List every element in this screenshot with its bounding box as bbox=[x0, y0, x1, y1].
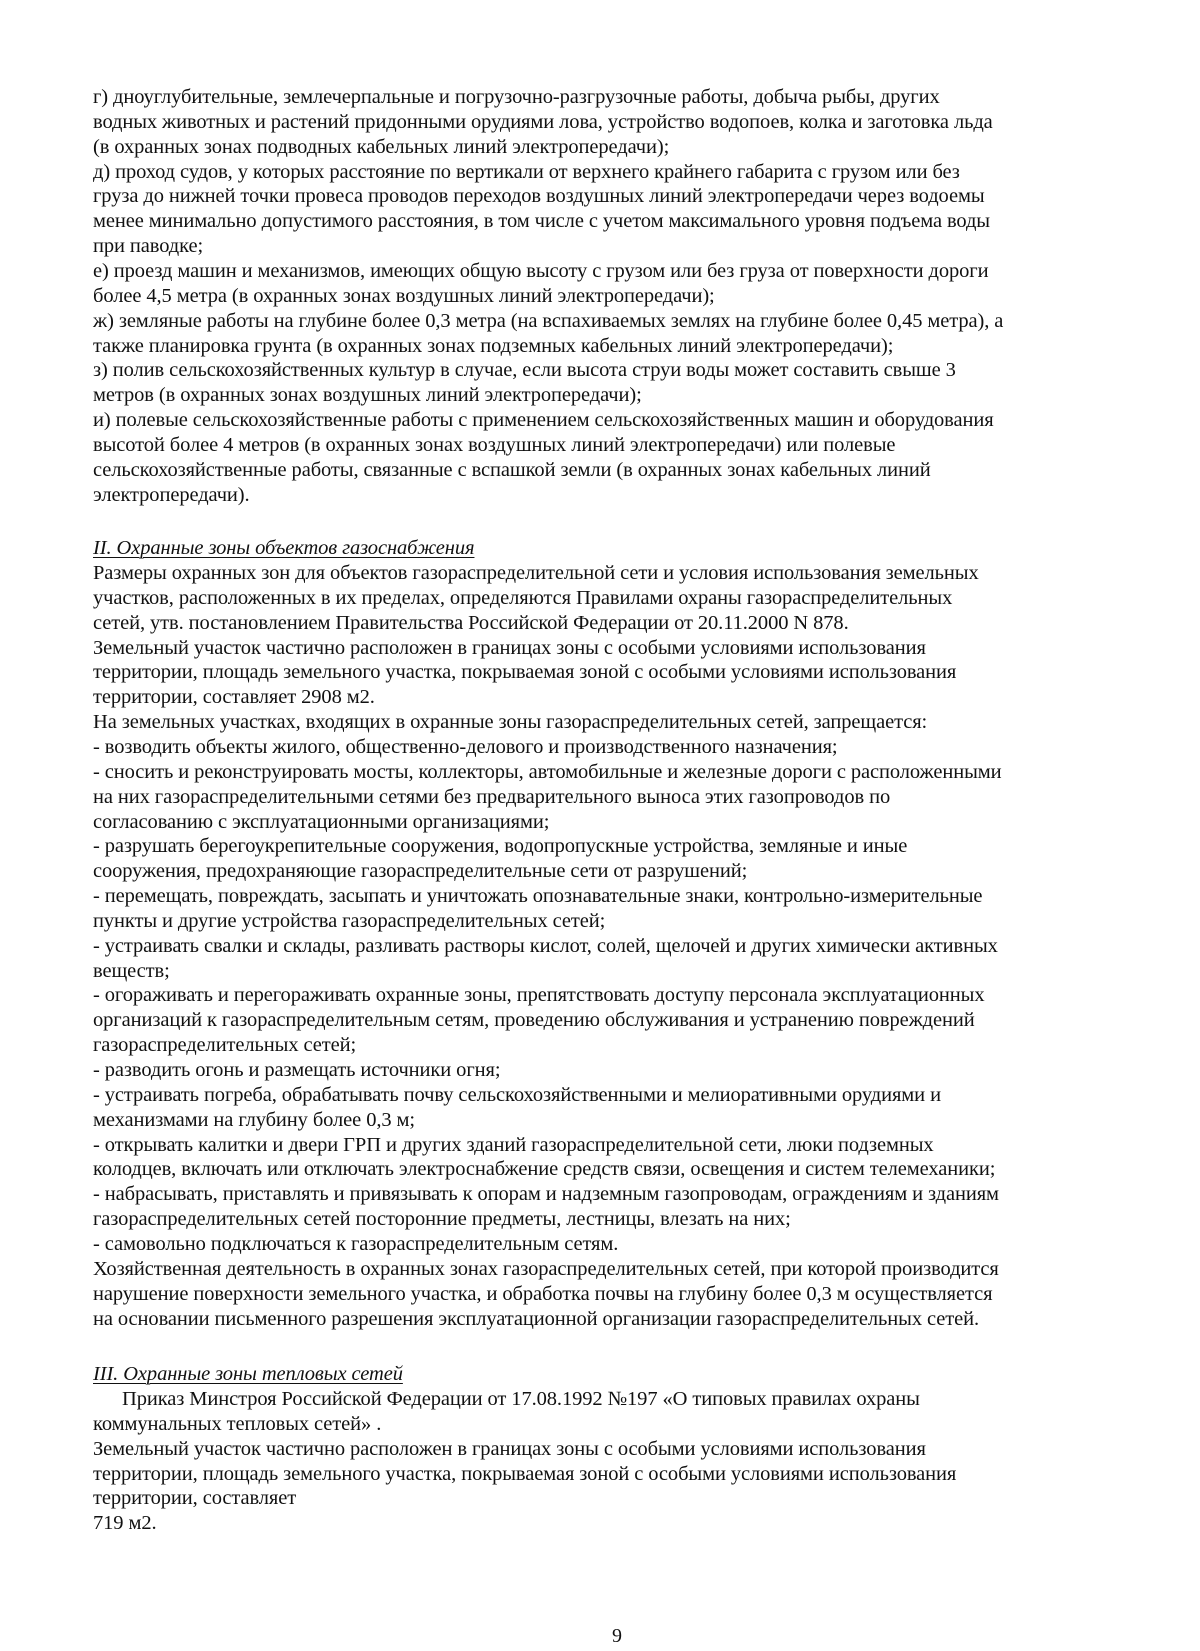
text-line: газораспределительных сетей; bbox=[93, 1034, 357, 1057]
text-line: высотой более 4 метров (в охранных зонах воздушных линий электропередачи) или полевые bbox=[93, 433, 896, 456]
text-line: при паводке; bbox=[93, 235, 204, 258]
text-line: - возводить объекты жилого, общественно-делового и производственного назначения; bbox=[93, 735, 838, 758]
text-line: груза до нижней точки провеса проводов переходов воздушных линий электропередачи через водоемы bbox=[93, 185, 985, 208]
text-line: нарушение поверхности земельного участка, и обработка почвы на глубину более 0,3 м осуществляется bbox=[93, 1282, 993, 1305]
text-line: - набрасывать, приставлять и привязывать к опорам и надземным газопроводам, ограждениям и зданиям bbox=[93, 1183, 999, 1206]
text-line: территории, составляет 2908 м2. bbox=[93, 686, 375, 709]
text-line: 719 м2. bbox=[93, 1512, 157, 1535]
text-line: На земельных участках, входящих в охранные зоны газораспределительных сетей, запрещается: bbox=[93, 711, 928, 734]
text-line: е) проезд машин и механизмов, имеющих общую высоту с грузом или без груза от поверхности дороги bbox=[93, 259, 989, 282]
text-line: пункты и другие устройства газораспределительных сетей; bbox=[93, 909, 606, 932]
text-line: - разрушать берегоукрепительные сооружения, водопропускные устройства, земляные и иные bbox=[93, 835, 908, 858]
text-line: метров (в охранных зонах воздушных линий электропередачи); bbox=[93, 384, 642, 407]
text-line: Хозяйственная деятельность в охранных зонах газораспределительных сетей, при которой производится bbox=[93, 1257, 999, 1280]
text-line: - разводить огонь и размещать источники огня; bbox=[93, 1059, 501, 1081]
text-line: и) полевые сельскохозяйственные работы с применением сельскохозяйственных машин и оборудования bbox=[93, 409, 994, 432]
text-line: з) полив сельскохозяйственных культур в случае, если высота струи воды может составить свыше 3 bbox=[93, 359, 956, 382]
text-line: газораспределительных сетей посторонние предметы, лестницы, влезать на них; bbox=[93, 1208, 791, 1231]
text-line: территории, составляет bbox=[93, 1487, 297, 1510]
section-3-heading: III. Охранные зоны тепловых сетей bbox=[93, 1363, 403, 1385]
text-line: коммунальных тепловых сетей» . bbox=[93, 1412, 382, 1435]
text-line: - огораживать и перегораживать охранные зоны, препятствовать доступу персонала эксплуатационных bbox=[93, 984, 985, 1007]
text-line: колодцев, включать или отключать электроснабжение средств связи, освещения и систем телемеханики; bbox=[93, 1158, 996, 1181]
page-number: 9 bbox=[612, 1625, 622, 1647]
text-line: Приказ Минстроя Российской Федерации от 17.08.1992 №197 «О типовых правилах охраны bbox=[122, 1388, 920, 1410]
text-line: сооружения, предохраняющие газораспределительные сети от разрушений; bbox=[93, 860, 748, 883]
text-line: ж) земляные работы на глубине более 0,3 метра (на вспахиваемых землях на глубине более 0,45 метра), а bbox=[93, 309, 1004, 332]
text-line: - устраивать погреба, обрабатывать почву сельскохозяйственными и мелиоративными орудиями и bbox=[93, 1083, 941, 1106]
text-line: - сносить и реконструировать мосты, коллекторы, автомобильные и железные дороги с расположенными bbox=[93, 760, 1002, 783]
text-line: на основании письменного разрешения эксплуатационной организации газораспределительных сетей. bbox=[93, 1307, 980, 1330]
text-line: Земельный участок частично расположен в границах зоны с особыми условиями использования bbox=[93, 636, 926, 659]
text-line: сельскохозяйственные работы, связанные с вспашкой земли (в охранных зонах кабельных линий bbox=[93, 458, 931, 481]
text-line: Земельный участок частично расположен в границах зоны с особыми условиями использования bbox=[93, 1437, 926, 1460]
text-line: г) дноуглубительные, землечерпальные и погрузочно-разгрузочные работы, добыча рыбы, других bbox=[93, 86, 940, 108]
text-line: также планировка грунта (в охранных зонах подземных кабельных линий электропередачи); bbox=[93, 334, 894, 357]
text-line: сетей, утв. постановлением Правительства Российской Федерации от 20.11.2000 N 878. bbox=[93, 611, 849, 634]
text-line: организаций к газораспределительным сетям, проведению обслуживания и устранению повреждений bbox=[93, 1009, 975, 1032]
text-line: - устраивать свалки и склады, разливать растворы кислот, солей, щелочей и других химически активных bbox=[93, 934, 998, 957]
text-line: Размеры охранных зон для объектов газораспределительной сети и условия использования земельных bbox=[93, 562, 979, 584]
text-line: более 4,5 метра (в охранных зонах воздушных линий электропередачи); bbox=[93, 284, 715, 307]
text-line: - перемещать, повреждать, засыпать и уничтожать опознавательные знаки, контрольно-измерительные bbox=[93, 885, 983, 908]
text-line: согласованию с эксплуатационными организациями; bbox=[93, 810, 550, 833]
text-line: территории, площадь земельного участка, покрываемая зоной с особыми условиями использования bbox=[93, 661, 957, 684]
text-line: (в охранных зонах подводных кабельных линий электропередачи); bbox=[93, 135, 670, 158]
text-line: - самовольно подключаться к газораспределительным сетям. bbox=[93, 1232, 619, 1255]
text-line: менее минимально допустимого расстояния, в том числе с учетом максимального уровня подъема воды bbox=[93, 210, 990, 233]
text-line: водных животных и растений придонными орудиями лова, устройство водопоев, колка и заготовка льда bbox=[93, 110, 993, 133]
text-line: участков, расположенных в их пределах, определяются Правилами охраны газораспределительных bbox=[93, 586, 953, 609]
text-line: территории, площадь земельного участка, покрываемая зоной с особыми условиями использования bbox=[93, 1462, 957, 1485]
text-line: - открывать калитки и двери ГРП и других зданий газораспределительной сети, люки подземных bbox=[93, 1133, 934, 1156]
text-line: на них газораспределительными сетями без предварительного выноса этих газопроводов по bbox=[93, 785, 891, 808]
text-line: д) проход судов, у которых расстояние по вертикали от верхнего крайнего габарита с грузом или без bbox=[93, 160, 960, 183]
section-2-heading: II. Охранные зоны объектов газоснабжения bbox=[93, 537, 475, 559]
text-line: механизмами на глубину более 0,3 м; bbox=[93, 1108, 416, 1131]
text-line: веществ; bbox=[93, 959, 170, 982]
text-line: электропередачи). bbox=[93, 483, 250, 506]
